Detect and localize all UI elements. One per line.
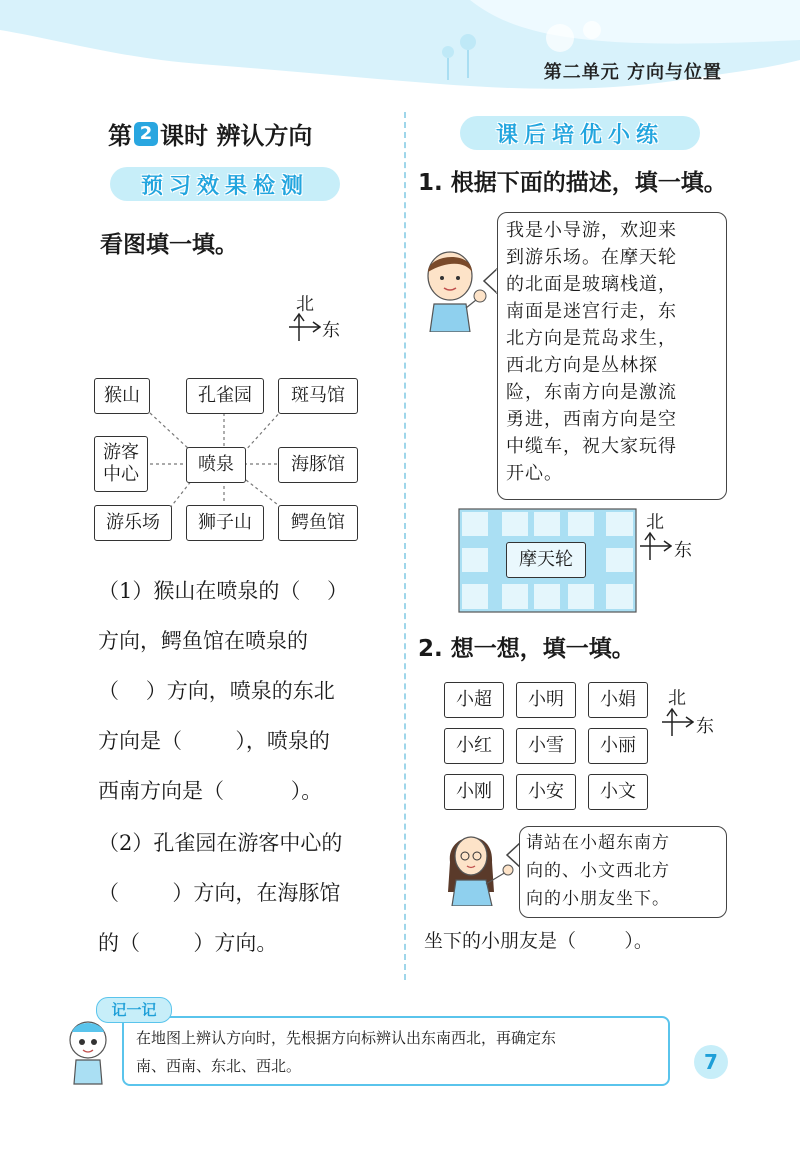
practice-banner: 课后培优小练 xyxy=(460,116,700,150)
map-place-fountain: 喷泉 xyxy=(186,447,246,483)
bubble-line: 中缆车，祝大家玩得 xyxy=(506,436,677,457)
ferris-wheel-label: 摩天轮 xyxy=(506,542,586,578)
seat-name: 小安 xyxy=(516,774,576,810)
map-place-dolphin-hall: 海豚馆 xyxy=(278,447,358,483)
map-place-playground: 游乐场 xyxy=(94,505,172,541)
seat-name: 小红 xyxy=(444,728,504,764)
q2-compass-north: 北 xyxy=(668,688,686,709)
map-place-monkey-hill: 猴山 xyxy=(94,378,150,414)
seat-name: 小超 xyxy=(444,682,504,718)
lesson-name: 课时 辨认方向 xyxy=(160,122,313,150)
teacher-speech-bubble xyxy=(519,826,727,918)
tour-guide-speech-bubble xyxy=(497,212,727,500)
map-compass-north: 北 xyxy=(296,294,314,315)
note-box xyxy=(122,1016,670,1086)
q2-compass-arrow-icon xyxy=(662,706,694,738)
map-place-visitor-center: 游客中心 xyxy=(94,436,148,492)
note-line: 南、西南、东北、西北。 xyxy=(136,1057,302,1075)
page-number: 7 xyxy=(694,1045,728,1079)
map-place-zebra-hall: 斑马馆 xyxy=(278,378,358,414)
bubble-line: 开心。 xyxy=(506,463,563,484)
question-1-line: （1）猴山在喷泉的（ ） xyxy=(98,579,349,603)
seat-name: 小明 xyxy=(516,682,576,718)
exercise-2-heading: 2. 想一想，填一填。 xyxy=(418,636,635,662)
lesson-prefix: 第 xyxy=(108,122,132,150)
map-compass-east: 东 xyxy=(322,320,340,341)
question-2-line: 的（ ）方向。 xyxy=(98,931,278,955)
question-1-line: 西南方向是（ ）。 xyxy=(98,779,323,803)
q1-compass-north: 北 xyxy=(646,512,664,533)
bubble-line: 到游乐场。在摩天轮 xyxy=(506,247,677,268)
q1-compass-east: 东 xyxy=(674,540,692,561)
q2-compass-east: 东 xyxy=(696,716,714,737)
bubble-line: 南面是迷宫行走，东 xyxy=(506,301,677,322)
bubble-line: 的北面是玻璃栈道， xyxy=(506,274,677,295)
question-1-line: （ ）方向，喷泉的东北 xyxy=(98,679,335,703)
question-1-text xyxy=(98,566,388,816)
note-tag: 记一记 xyxy=(96,997,172,1023)
q1-compass-arrow-icon xyxy=(640,530,672,562)
bubble-line: 我是小导游，欢迎来 xyxy=(506,220,677,241)
bubble-line: 险，东南方向是激流 xyxy=(506,382,677,403)
mascot-icon xyxy=(62,1018,114,1088)
exercise-2-answer-line: 坐下的小朋友是（ ）。 xyxy=(424,930,653,952)
left-heading: 看图填一填。 xyxy=(100,232,238,258)
seat-name: 小丽 xyxy=(588,728,648,764)
map-place-peacock-garden: 孔雀园 xyxy=(186,378,264,414)
bubble-line: 请站在小超东南方 xyxy=(526,833,670,853)
bubble-line: 勇进，西南方向是空 xyxy=(506,409,677,430)
preview-banner: 预习效果检测 xyxy=(110,167,340,201)
question-2-line: （2）孔雀园在游客中心的 xyxy=(98,831,343,855)
map-place-lion-hill: 狮子山 xyxy=(186,505,264,541)
bubble-line: 北方向是荒岛求生， xyxy=(506,328,677,349)
bubble-line: 向的、小文西北方 xyxy=(526,861,670,881)
bubble-line: 西北方向是丛林探 xyxy=(506,355,658,376)
seat-name: 小文 xyxy=(588,774,648,810)
question-1-line: 方向是（ ），喷泉的 xyxy=(98,729,330,753)
bubble-line: 向的小朋友坐下。 xyxy=(526,889,670,909)
seat-name: 小雪 xyxy=(516,728,576,764)
exercise-1-heading: 1. 根据下面的描述，填一填。 xyxy=(418,170,727,196)
question-1-line: 方向，鳄鱼馆在喷泉的 xyxy=(98,629,308,653)
map-place-crocodile-hall: 鳄鱼馆 xyxy=(278,505,358,541)
seat-name: 小刚 xyxy=(444,774,504,810)
seat-name: 小娟 xyxy=(588,682,648,718)
note-line: 在地图上辨认方向时，先根据方向标辨认出东南西北，再确定东 xyxy=(136,1029,557,1047)
question-2-text xyxy=(98,818,388,968)
lesson-number: 2 xyxy=(134,122,158,146)
unit-title: 第二单元 方向与位置 xyxy=(543,62,722,83)
question-2-line: （ ）方向，在海豚馆 xyxy=(98,881,341,905)
